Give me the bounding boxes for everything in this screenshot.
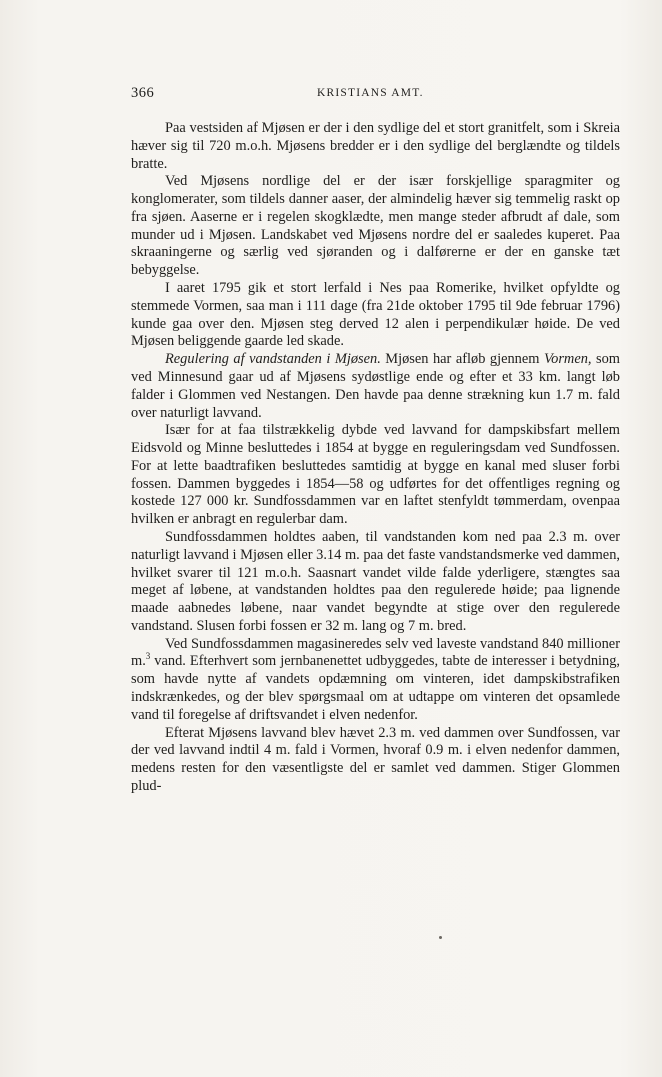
paragraph-4-text-after: som ved Minnesund gaar ud af Mjøsens sydøstlige ende og efter et 33 km. langt løb falder i Glommen ved Nestangen. Den havde paa denne strækning kun 1.7 m. fald over naturligt lavvand. <box>131 351 620 421</box>
paragraph-4 <box>131 351 620 422</box>
paragraph-7-text-after: vand. Efterhvert som jernbanenettet udbyggedes, tabte de interesser i betydning, som havde nytte af vandets opdæmning om vinteren, idet dampskibstrafiken indskrænkedes, og der blev spørgsmaal om at udtappe om vinteren det opsamlede vand til foregelse af driftsvandet i elven nedenfor. <box>131 653 620 723</box>
paragraph-7 <box>131 636 620 725</box>
paragraph-6 <box>131 529 620 636</box>
paragraph-6-text: Sundfossdammen holdtes aaben, til vandstanden kom ned paa 2.3 m. over naturligt lavvand i Mjøsen eller 3.14 m. paa det faste vandstandsmerke ved dammen, hvilket svarer til 121 m.o.h. Saasnart vandet vilde falde yderligere, stængtes saa meget af løbene, at vandstanden holdtes paa den regulerede høide; paa lignende maade aabnedes løbene, naar vandet begyndte at stige over den regulerede vandstand. Slusen forbi fossen er 32 m. lang og 7 m. bred. <box>131 528 620 634</box>
running-title: KRISTIANS AMT. <box>317 87 424 99</box>
page-number: 366 <box>131 85 155 101</box>
paragraph-3-text: I aaret 1795 gik et stort lerfald i Nes paa Romerike, hvilket opfyldte og stemmede Vormen, saa man i 111 dage (fra 21de oktober 1795 til 9de februar 1796) kunde gaa over den. Mjøsen steg derved 12 alen i perpendikulær høide. De ved Mjøsen beliggende gaarde led skade. <box>131 280 620 350</box>
paragraph-2 <box>131 173 620 280</box>
section-heading: Regulering af vandstanden i Mjøsen. <box>165 351 381 368</box>
print-speck <box>439 936 442 939</box>
paragraph-8 <box>131 725 620 796</box>
paragraph-2-text: Ved Mjøsens nordlige del er der især forskjellige sparagmiter og konglomerater, som tildels danner aaser, der almindelig hæver sig temmelig raskt op fra sjøen. Aaserne er i regelen skogklædte, men mange steder afbrudt af dale, som munder ud i Mjøsen. Landskabet ved Mjøsens nordre del er saaledes kuperet. Paa skraaningerne og særlig ved sjøranden og i dalførerne er der en ganske tæt bebyggelse. <box>131 173 620 279</box>
paragraph-5 <box>131 422 620 529</box>
superscript-3: 3 <box>145 651 151 662</box>
paragraph-5-text: Især for at faa tilstrækkelig dybde ved lavvand for dampskibsfart mellem Eidsvold og Minne besluttedes i 1854 at bygge en reguleringsdam ved Sundfossen. For at lette baadtrafiken besluttedes samtidig at bygge en kanal med sluser forbi fossen. Dammen byggedes i 1854—58 og udførtes for det offentliges regning og kostede 127 000 kr. Sundfossdammen var en laftet stenfyldt tømmerdam, ovenpaa hvilken er anbragt en regulerbar dam. <box>131 422 620 528</box>
body-text <box>131 120 620 796</box>
paragraph-8-text: Efterat Mjøsens lavvand blev hævet 2.3 m. ved dammen over Sundfossen, var der ved lavvand indtil 4 m. fald i Vormen, hvoraf 0.9 m. i elven nedenfor dammen, medens resten for den væsentligste del er samlet ved dammen. Stiger Glommen plud- <box>131 724 620 794</box>
paragraph-7-text: Ved Sundfossdammen magasineredes selv ved laveste vandstand 840 millioner m. <box>131 635 620 670</box>
page-header <box>131 85 620 105</box>
paragraph-4-text: Mjøsen har afløb gjennem <box>380 351 544 368</box>
paragraph-4-italic-word: Vormen, <box>543 351 592 368</box>
paragraph-3 <box>131 280 620 351</box>
paragraph-1-text: Paa vestsiden af Mjøsen er der i den sydlige del et stort granitfelt, som i Skreia hæver sig til 720 m.o.h. Mjøsens bredder er i den sydlige del berglændte og tildels bratte. <box>131 120 620 172</box>
paragraph-1 <box>131 120 620 173</box>
